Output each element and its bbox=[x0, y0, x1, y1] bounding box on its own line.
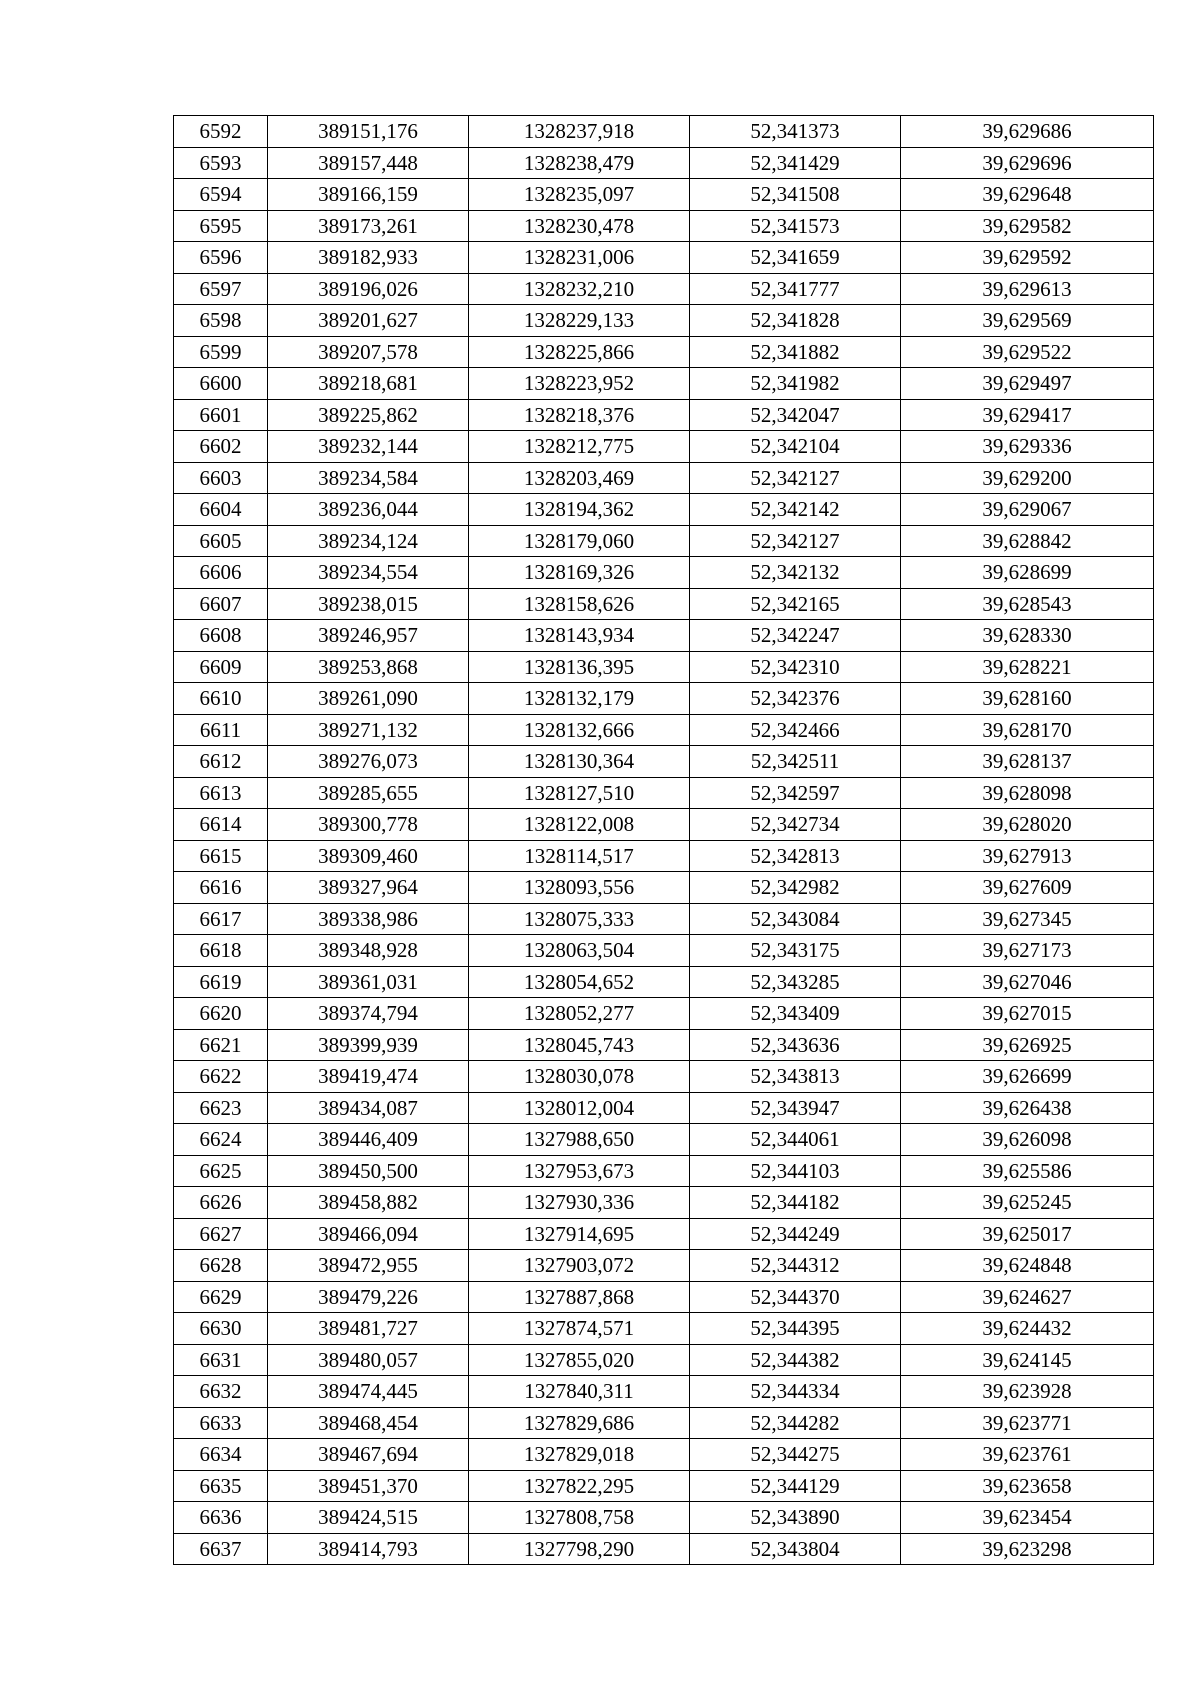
table-row bbox=[174, 1313, 1154, 1345]
latitude-cell: 52,343285 bbox=[690, 966, 901, 998]
coordinates-table bbox=[173, 115, 1154, 1565]
table-row bbox=[174, 1533, 1154, 1565]
point-number-cell: 6606 bbox=[174, 557, 268, 589]
latitude-cell: 52,342047 bbox=[690, 399, 901, 431]
table-row bbox=[174, 1407, 1154, 1439]
longitude-cell: 39,626438 bbox=[901, 1092, 1154, 1124]
x-coordinate-cell: 389173,261 bbox=[268, 210, 469, 242]
point-number-cell: 6607 bbox=[174, 588, 268, 620]
table-row bbox=[174, 1250, 1154, 1282]
x-coordinate-cell: 389253,868 bbox=[268, 651, 469, 683]
table-row bbox=[174, 1344, 1154, 1376]
longitude-cell: 39,623658 bbox=[901, 1470, 1154, 1502]
x-coordinate-cell: 389182,933 bbox=[268, 242, 469, 274]
y-coordinate-cell: 1328052,277 bbox=[469, 998, 690, 1030]
y-coordinate-cell: 1328235,097 bbox=[469, 179, 690, 211]
point-number-cell: 6622 bbox=[174, 1061, 268, 1093]
point-number-cell: 6600 bbox=[174, 368, 268, 400]
point-number-cell: 6609 bbox=[174, 651, 268, 683]
longitude-cell: 39,625245 bbox=[901, 1187, 1154, 1219]
y-coordinate-cell: 1328232,210 bbox=[469, 273, 690, 305]
longitude-cell: 39,623454 bbox=[901, 1502, 1154, 1534]
point-number-cell: 6629 bbox=[174, 1281, 268, 1313]
point-number-cell: 6620 bbox=[174, 998, 268, 1030]
y-coordinate-cell: 1327903,072 bbox=[469, 1250, 690, 1282]
x-coordinate-cell: 389338,986 bbox=[268, 903, 469, 935]
point-number-cell: 6603 bbox=[174, 462, 268, 494]
y-coordinate-cell: 1328231,006 bbox=[469, 242, 690, 274]
table-row bbox=[174, 966, 1154, 998]
y-coordinate-cell: 1327829,686 bbox=[469, 1407, 690, 1439]
point-number-cell: 6621 bbox=[174, 1029, 268, 1061]
point-number-cell: 6616 bbox=[174, 872, 268, 904]
latitude-cell: 52,343813 bbox=[690, 1061, 901, 1093]
table-row bbox=[174, 557, 1154, 589]
table-row bbox=[174, 1439, 1154, 1471]
y-coordinate-cell: 1328230,478 bbox=[469, 210, 690, 242]
latitude-cell: 52,343947 bbox=[690, 1092, 901, 1124]
longitude-cell: 39,623761 bbox=[901, 1439, 1154, 1471]
table-row bbox=[174, 840, 1154, 872]
longitude-cell: 39,629417 bbox=[901, 399, 1154, 431]
point-number-cell: 6610 bbox=[174, 683, 268, 715]
longitude-cell: 39,628137 bbox=[901, 746, 1154, 778]
latitude-cell: 52,342127 bbox=[690, 462, 901, 494]
longitude-cell: 39,626098 bbox=[901, 1124, 1154, 1156]
point-number-cell: 6598 bbox=[174, 305, 268, 337]
x-coordinate-cell: 389166,159 bbox=[268, 179, 469, 211]
x-coordinate-cell: 389225,862 bbox=[268, 399, 469, 431]
latitude-cell: 52,344382 bbox=[690, 1344, 901, 1376]
x-coordinate-cell: 389234,554 bbox=[268, 557, 469, 589]
point-number-cell: 6602 bbox=[174, 431, 268, 463]
latitude-cell: 52,342142 bbox=[690, 494, 901, 526]
latitude-cell: 52,343409 bbox=[690, 998, 901, 1030]
x-coordinate-cell: 389201,627 bbox=[268, 305, 469, 337]
table-row bbox=[174, 1155, 1154, 1187]
table-row bbox=[174, 399, 1154, 431]
longitude-cell: 39,629648 bbox=[901, 179, 1154, 211]
x-coordinate-cell: 389234,584 bbox=[268, 462, 469, 494]
x-coordinate-cell: 389374,794 bbox=[268, 998, 469, 1030]
x-coordinate-cell: 389468,454 bbox=[268, 1407, 469, 1439]
y-coordinate-cell: 1328143,934 bbox=[469, 620, 690, 652]
longitude-cell: 39,629686 bbox=[901, 116, 1154, 148]
longitude-cell: 39,627173 bbox=[901, 935, 1154, 967]
y-coordinate-cell: 1328223,952 bbox=[469, 368, 690, 400]
table-row bbox=[174, 462, 1154, 494]
x-coordinate-cell: 389276,073 bbox=[268, 746, 469, 778]
table-row bbox=[174, 620, 1154, 652]
longitude-cell: 39,625586 bbox=[901, 1155, 1154, 1187]
latitude-cell: 52,343636 bbox=[690, 1029, 901, 1061]
table-row bbox=[174, 998, 1154, 1030]
point-number-cell: 6623 bbox=[174, 1092, 268, 1124]
y-coordinate-cell: 1328132,179 bbox=[469, 683, 690, 715]
latitude-cell: 52,344334 bbox=[690, 1376, 901, 1408]
table-row bbox=[174, 746, 1154, 778]
x-coordinate-cell: 389207,578 bbox=[268, 336, 469, 368]
x-coordinate-cell: 389285,655 bbox=[268, 777, 469, 809]
latitude-cell: 52,342132 bbox=[690, 557, 901, 589]
latitude-cell: 52,344282 bbox=[690, 1407, 901, 1439]
table-row bbox=[174, 588, 1154, 620]
table-row bbox=[174, 336, 1154, 368]
y-coordinate-cell: 1327953,673 bbox=[469, 1155, 690, 1187]
y-coordinate-cell: 1328179,060 bbox=[469, 525, 690, 557]
x-coordinate-cell: 389309,460 bbox=[268, 840, 469, 872]
table-row bbox=[174, 431, 1154, 463]
x-coordinate-cell: 389399,939 bbox=[268, 1029, 469, 1061]
point-number-cell: 6592 bbox=[174, 116, 268, 148]
x-coordinate-cell: 389481,727 bbox=[268, 1313, 469, 1345]
point-number-cell: 6624 bbox=[174, 1124, 268, 1156]
x-coordinate-cell: 389480,057 bbox=[268, 1344, 469, 1376]
latitude-cell: 52,343175 bbox=[690, 935, 901, 967]
point-number-cell: 6625 bbox=[174, 1155, 268, 1187]
longitude-cell: 39,629522 bbox=[901, 336, 1154, 368]
y-coordinate-cell: 1328045,743 bbox=[469, 1029, 690, 1061]
table-row bbox=[174, 1124, 1154, 1156]
y-coordinate-cell: 1328169,326 bbox=[469, 557, 690, 589]
point-number-cell: 6633 bbox=[174, 1407, 268, 1439]
latitude-cell: 52,342734 bbox=[690, 809, 901, 841]
table-row bbox=[174, 651, 1154, 683]
table-row bbox=[174, 1502, 1154, 1534]
point-number-cell: 6619 bbox=[174, 966, 268, 998]
latitude-cell: 52,344061 bbox=[690, 1124, 901, 1156]
x-coordinate-cell: 389238,015 bbox=[268, 588, 469, 620]
longitude-cell: 39,627609 bbox=[901, 872, 1154, 904]
point-number-cell: 6595 bbox=[174, 210, 268, 242]
latitude-cell: 52,343804 bbox=[690, 1533, 901, 1565]
y-coordinate-cell: 1328218,376 bbox=[469, 399, 690, 431]
longitude-cell: 39,624848 bbox=[901, 1250, 1154, 1282]
longitude-cell: 39,629067 bbox=[901, 494, 1154, 526]
y-coordinate-cell: 1328054,652 bbox=[469, 966, 690, 998]
table-row bbox=[174, 368, 1154, 400]
y-coordinate-cell: 1328237,918 bbox=[469, 116, 690, 148]
x-coordinate-cell: 389419,474 bbox=[268, 1061, 469, 1093]
longitude-cell: 39,628098 bbox=[901, 777, 1154, 809]
table-row bbox=[174, 525, 1154, 557]
point-number-cell: 6601 bbox=[174, 399, 268, 431]
point-number-cell: 6612 bbox=[174, 746, 268, 778]
table-row bbox=[174, 1218, 1154, 1250]
x-coordinate-cell: 389451,370 bbox=[268, 1470, 469, 1502]
latitude-cell: 52,341573 bbox=[690, 210, 901, 242]
x-coordinate-cell: 389236,044 bbox=[268, 494, 469, 526]
longitude-cell: 39,629613 bbox=[901, 273, 1154, 305]
latitude-cell: 52,344103 bbox=[690, 1155, 901, 1187]
x-coordinate-cell: 389246,957 bbox=[268, 620, 469, 652]
y-coordinate-cell: 1328203,469 bbox=[469, 462, 690, 494]
point-number-cell: 6597 bbox=[174, 273, 268, 305]
point-number-cell: 6604 bbox=[174, 494, 268, 526]
point-number-cell: 6596 bbox=[174, 242, 268, 274]
table-row bbox=[174, 242, 1154, 274]
x-coordinate-cell: 389414,793 bbox=[268, 1533, 469, 1565]
latitude-cell: 52,341828 bbox=[690, 305, 901, 337]
x-coordinate-cell: 389157,448 bbox=[268, 147, 469, 179]
latitude-cell: 52,342597 bbox=[690, 777, 901, 809]
latitude-cell: 52,341429 bbox=[690, 147, 901, 179]
longitude-cell: 39,627046 bbox=[901, 966, 1154, 998]
longitude-cell: 39,623771 bbox=[901, 1407, 1154, 1439]
table-row bbox=[174, 1029, 1154, 1061]
longitude-cell: 39,627913 bbox=[901, 840, 1154, 872]
longitude-cell: 39,628543 bbox=[901, 588, 1154, 620]
y-coordinate-cell: 1328012,004 bbox=[469, 1092, 690, 1124]
y-coordinate-cell: 1328130,364 bbox=[469, 746, 690, 778]
latitude-cell: 52,342376 bbox=[690, 683, 901, 715]
y-coordinate-cell: 1327798,290 bbox=[469, 1533, 690, 1565]
latitude-cell: 52,341982 bbox=[690, 368, 901, 400]
latitude-cell: 52,344395 bbox=[690, 1313, 901, 1345]
latitude-cell: 52,344275 bbox=[690, 1439, 901, 1471]
table-row bbox=[174, 147, 1154, 179]
x-coordinate-cell: 389479,226 bbox=[268, 1281, 469, 1313]
latitude-cell: 52,343084 bbox=[690, 903, 901, 935]
table-row bbox=[174, 273, 1154, 305]
point-number-cell: 6632 bbox=[174, 1376, 268, 1408]
longitude-cell: 39,629582 bbox=[901, 210, 1154, 242]
x-coordinate-cell: 389472,955 bbox=[268, 1250, 469, 1282]
latitude-cell: 52,344249 bbox=[690, 1218, 901, 1250]
y-coordinate-cell: 1328238,479 bbox=[469, 147, 690, 179]
x-coordinate-cell: 389446,409 bbox=[268, 1124, 469, 1156]
point-number-cell: 6611 bbox=[174, 714, 268, 746]
longitude-cell: 39,629696 bbox=[901, 147, 1154, 179]
y-coordinate-cell: 1327808,758 bbox=[469, 1502, 690, 1534]
latitude-cell: 52,342511 bbox=[690, 746, 901, 778]
longitude-cell: 39,628330 bbox=[901, 620, 1154, 652]
latitude-cell: 52,342310 bbox=[690, 651, 901, 683]
point-number-cell: 6593 bbox=[174, 147, 268, 179]
point-number-cell: 6626 bbox=[174, 1187, 268, 1219]
y-coordinate-cell: 1327914,695 bbox=[469, 1218, 690, 1250]
longitude-cell: 39,629497 bbox=[901, 368, 1154, 400]
point-number-cell: 6618 bbox=[174, 935, 268, 967]
table-row bbox=[174, 1187, 1154, 1219]
y-coordinate-cell: 1327887,868 bbox=[469, 1281, 690, 1313]
table-row bbox=[174, 494, 1154, 526]
y-coordinate-cell: 1328158,626 bbox=[469, 588, 690, 620]
longitude-cell: 39,623928 bbox=[901, 1376, 1154, 1408]
latitude-cell: 52,341777 bbox=[690, 273, 901, 305]
point-number-cell: 6594 bbox=[174, 179, 268, 211]
latitude-cell: 52,344370 bbox=[690, 1281, 901, 1313]
table-row bbox=[174, 1376, 1154, 1408]
x-coordinate-cell: 389474,445 bbox=[268, 1376, 469, 1408]
y-coordinate-cell: 1328136,395 bbox=[469, 651, 690, 683]
y-coordinate-cell: 1328122,008 bbox=[469, 809, 690, 841]
table-row bbox=[174, 872, 1154, 904]
longitude-cell: 39,628160 bbox=[901, 683, 1154, 715]
x-coordinate-cell: 389300,778 bbox=[268, 809, 469, 841]
x-coordinate-cell: 389348,928 bbox=[268, 935, 469, 967]
point-number-cell: 6608 bbox=[174, 620, 268, 652]
x-coordinate-cell: 389450,500 bbox=[268, 1155, 469, 1187]
latitude-cell: 52,342127 bbox=[690, 525, 901, 557]
point-number-cell: 6628 bbox=[174, 1250, 268, 1282]
y-coordinate-cell: 1328132,666 bbox=[469, 714, 690, 746]
y-coordinate-cell: 1328127,510 bbox=[469, 777, 690, 809]
longitude-cell: 39,629336 bbox=[901, 431, 1154, 463]
point-number-cell: 6627 bbox=[174, 1218, 268, 1250]
longitude-cell: 39,629200 bbox=[901, 462, 1154, 494]
table-row bbox=[174, 809, 1154, 841]
longitude-cell: 39,624627 bbox=[901, 1281, 1154, 1313]
x-coordinate-cell: 389271,132 bbox=[268, 714, 469, 746]
latitude-cell: 52,344312 bbox=[690, 1250, 901, 1282]
point-number-cell: 6613 bbox=[174, 777, 268, 809]
y-coordinate-cell: 1327840,311 bbox=[469, 1376, 690, 1408]
x-coordinate-cell: 389218,681 bbox=[268, 368, 469, 400]
y-coordinate-cell: 1327930,336 bbox=[469, 1187, 690, 1219]
table-row bbox=[174, 935, 1154, 967]
longitude-cell: 39,623298 bbox=[901, 1533, 1154, 1565]
latitude-cell: 52,344129 bbox=[690, 1470, 901, 1502]
y-coordinate-cell: 1328114,517 bbox=[469, 840, 690, 872]
point-number-cell: 6614 bbox=[174, 809, 268, 841]
table-row bbox=[174, 1281, 1154, 1313]
x-coordinate-cell: 389234,124 bbox=[268, 525, 469, 557]
longitude-cell: 39,625017 bbox=[901, 1218, 1154, 1250]
latitude-cell: 52,341373 bbox=[690, 116, 901, 148]
latitude-cell: 52,342982 bbox=[690, 872, 901, 904]
latitude-cell: 52,342466 bbox=[690, 714, 901, 746]
coordinates-table-body bbox=[174, 116, 1154, 1565]
y-coordinate-cell: 1327988,650 bbox=[469, 1124, 690, 1156]
longitude-cell: 39,626925 bbox=[901, 1029, 1154, 1061]
table-row bbox=[174, 903, 1154, 935]
longitude-cell: 39,629569 bbox=[901, 305, 1154, 337]
y-coordinate-cell: 1328229,133 bbox=[469, 305, 690, 337]
x-coordinate-cell: 389466,094 bbox=[268, 1218, 469, 1250]
y-coordinate-cell: 1328093,556 bbox=[469, 872, 690, 904]
point-number-cell: 6599 bbox=[174, 336, 268, 368]
longitude-cell: 39,628842 bbox=[901, 525, 1154, 557]
latitude-cell: 52,341659 bbox=[690, 242, 901, 274]
latitude-cell: 52,342247 bbox=[690, 620, 901, 652]
latitude-cell: 52,344182 bbox=[690, 1187, 901, 1219]
x-coordinate-cell: 389467,694 bbox=[268, 1439, 469, 1471]
y-coordinate-cell: 1327829,018 bbox=[469, 1439, 690, 1471]
longitude-cell: 39,628170 bbox=[901, 714, 1154, 746]
table-row bbox=[174, 305, 1154, 337]
point-number-cell: 6637 bbox=[174, 1533, 268, 1565]
latitude-cell: 52,342104 bbox=[690, 431, 901, 463]
latitude-cell: 52,342165 bbox=[690, 588, 901, 620]
table-row bbox=[174, 179, 1154, 211]
x-coordinate-cell: 389361,031 bbox=[268, 966, 469, 998]
longitude-cell: 39,628020 bbox=[901, 809, 1154, 841]
x-coordinate-cell: 389458,882 bbox=[268, 1187, 469, 1219]
y-coordinate-cell: 1328063,504 bbox=[469, 935, 690, 967]
x-coordinate-cell: 389232,144 bbox=[268, 431, 469, 463]
y-coordinate-cell: 1327855,020 bbox=[469, 1344, 690, 1376]
longitude-cell: 39,624145 bbox=[901, 1344, 1154, 1376]
table-row bbox=[174, 1092, 1154, 1124]
point-number-cell: 6635 bbox=[174, 1470, 268, 1502]
table-row bbox=[174, 1061, 1154, 1093]
point-number-cell: 6605 bbox=[174, 525, 268, 557]
x-coordinate-cell: 389424,515 bbox=[268, 1502, 469, 1534]
y-coordinate-cell: 1328030,078 bbox=[469, 1061, 690, 1093]
longitude-cell: 39,629592 bbox=[901, 242, 1154, 274]
table-row bbox=[174, 714, 1154, 746]
x-coordinate-cell: 389151,176 bbox=[268, 116, 469, 148]
table-row bbox=[174, 1470, 1154, 1502]
y-coordinate-cell: 1327874,571 bbox=[469, 1313, 690, 1345]
table-row bbox=[174, 777, 1154, 809]
longitude-cell: 39,626699 bbox=[901, 1061, 1154, 1093]
point-number-cell: 6617 bbox=[174, 903, 268, 935]
x-coordinate-cell: 389196,026 bbox=[268, 273, 469, 305]
table-row bbox=[174, 683, 1154, 715]
x-coordinate-cell: 389261,090 bbox=[268, 683, 469, 715]
point-number-cell: 6630 bbox=[174, 1313, 268, 1345]
point-number-cell: 6615 bbox=[174, 840, 268, 872]
point-number-cell: 6634 bbox=[174, 1439, 268, 1471]
y-coordinate-cell: 1327822,295 bbox=[469, 1470, 690, 1502]
point-number-cell: 6631 bbox=[174, 1344, 268, 1376]
y-coordinate-cell: 1328075,333 bbox=[469, 903, 690, 935]
y-coordinate-cell: 1328194,362 bbox=[469, 494, 690, 526]
longitude-cell: 39,624432 bbox=[901, 1313, 1154, 1345]
x-coordinate-cell: 389327,964 bbox=[268, 872, 469, 904]
longitude-cell: 39,628221 bbox=[901, 651, 1154, 683]
y-coordinate-cell: 1328225,866 bbox=[469, 336, 690, 368]
latitude-cell: 52,342813 bbox=[690, 840, 901, 872]
point-number-cell: 6636 bbox=[174, 1502, 268, 1534]
longitude-cell: 39,627015 bbox=[901, 998, 1154, 1030]
longitude-cell: 39,628699 bbox=[901, 557, 1154, 589]
latitude-cell: 52,341882 bbox=[690, 336, 901, 368]
table-row bbox=[174, 116, 1154, 148]
x-coordinate-cell: 389434,087 bbox=[268, 1092, 469, 1124]
y-coordinate-cell: 1328212,775 bbox=[469, 431, 690, 463]
table-row bbox=[174, 210, 1154, 242]
latitude-cell: 52,343890 bbox=[690, 1502, 901, 1534]
longitude-cell: 39,627345 bbox=[901, 903, 1154, 935]
latitude-cell: 52,341508 bbox=[690, 179, 901, 211]
